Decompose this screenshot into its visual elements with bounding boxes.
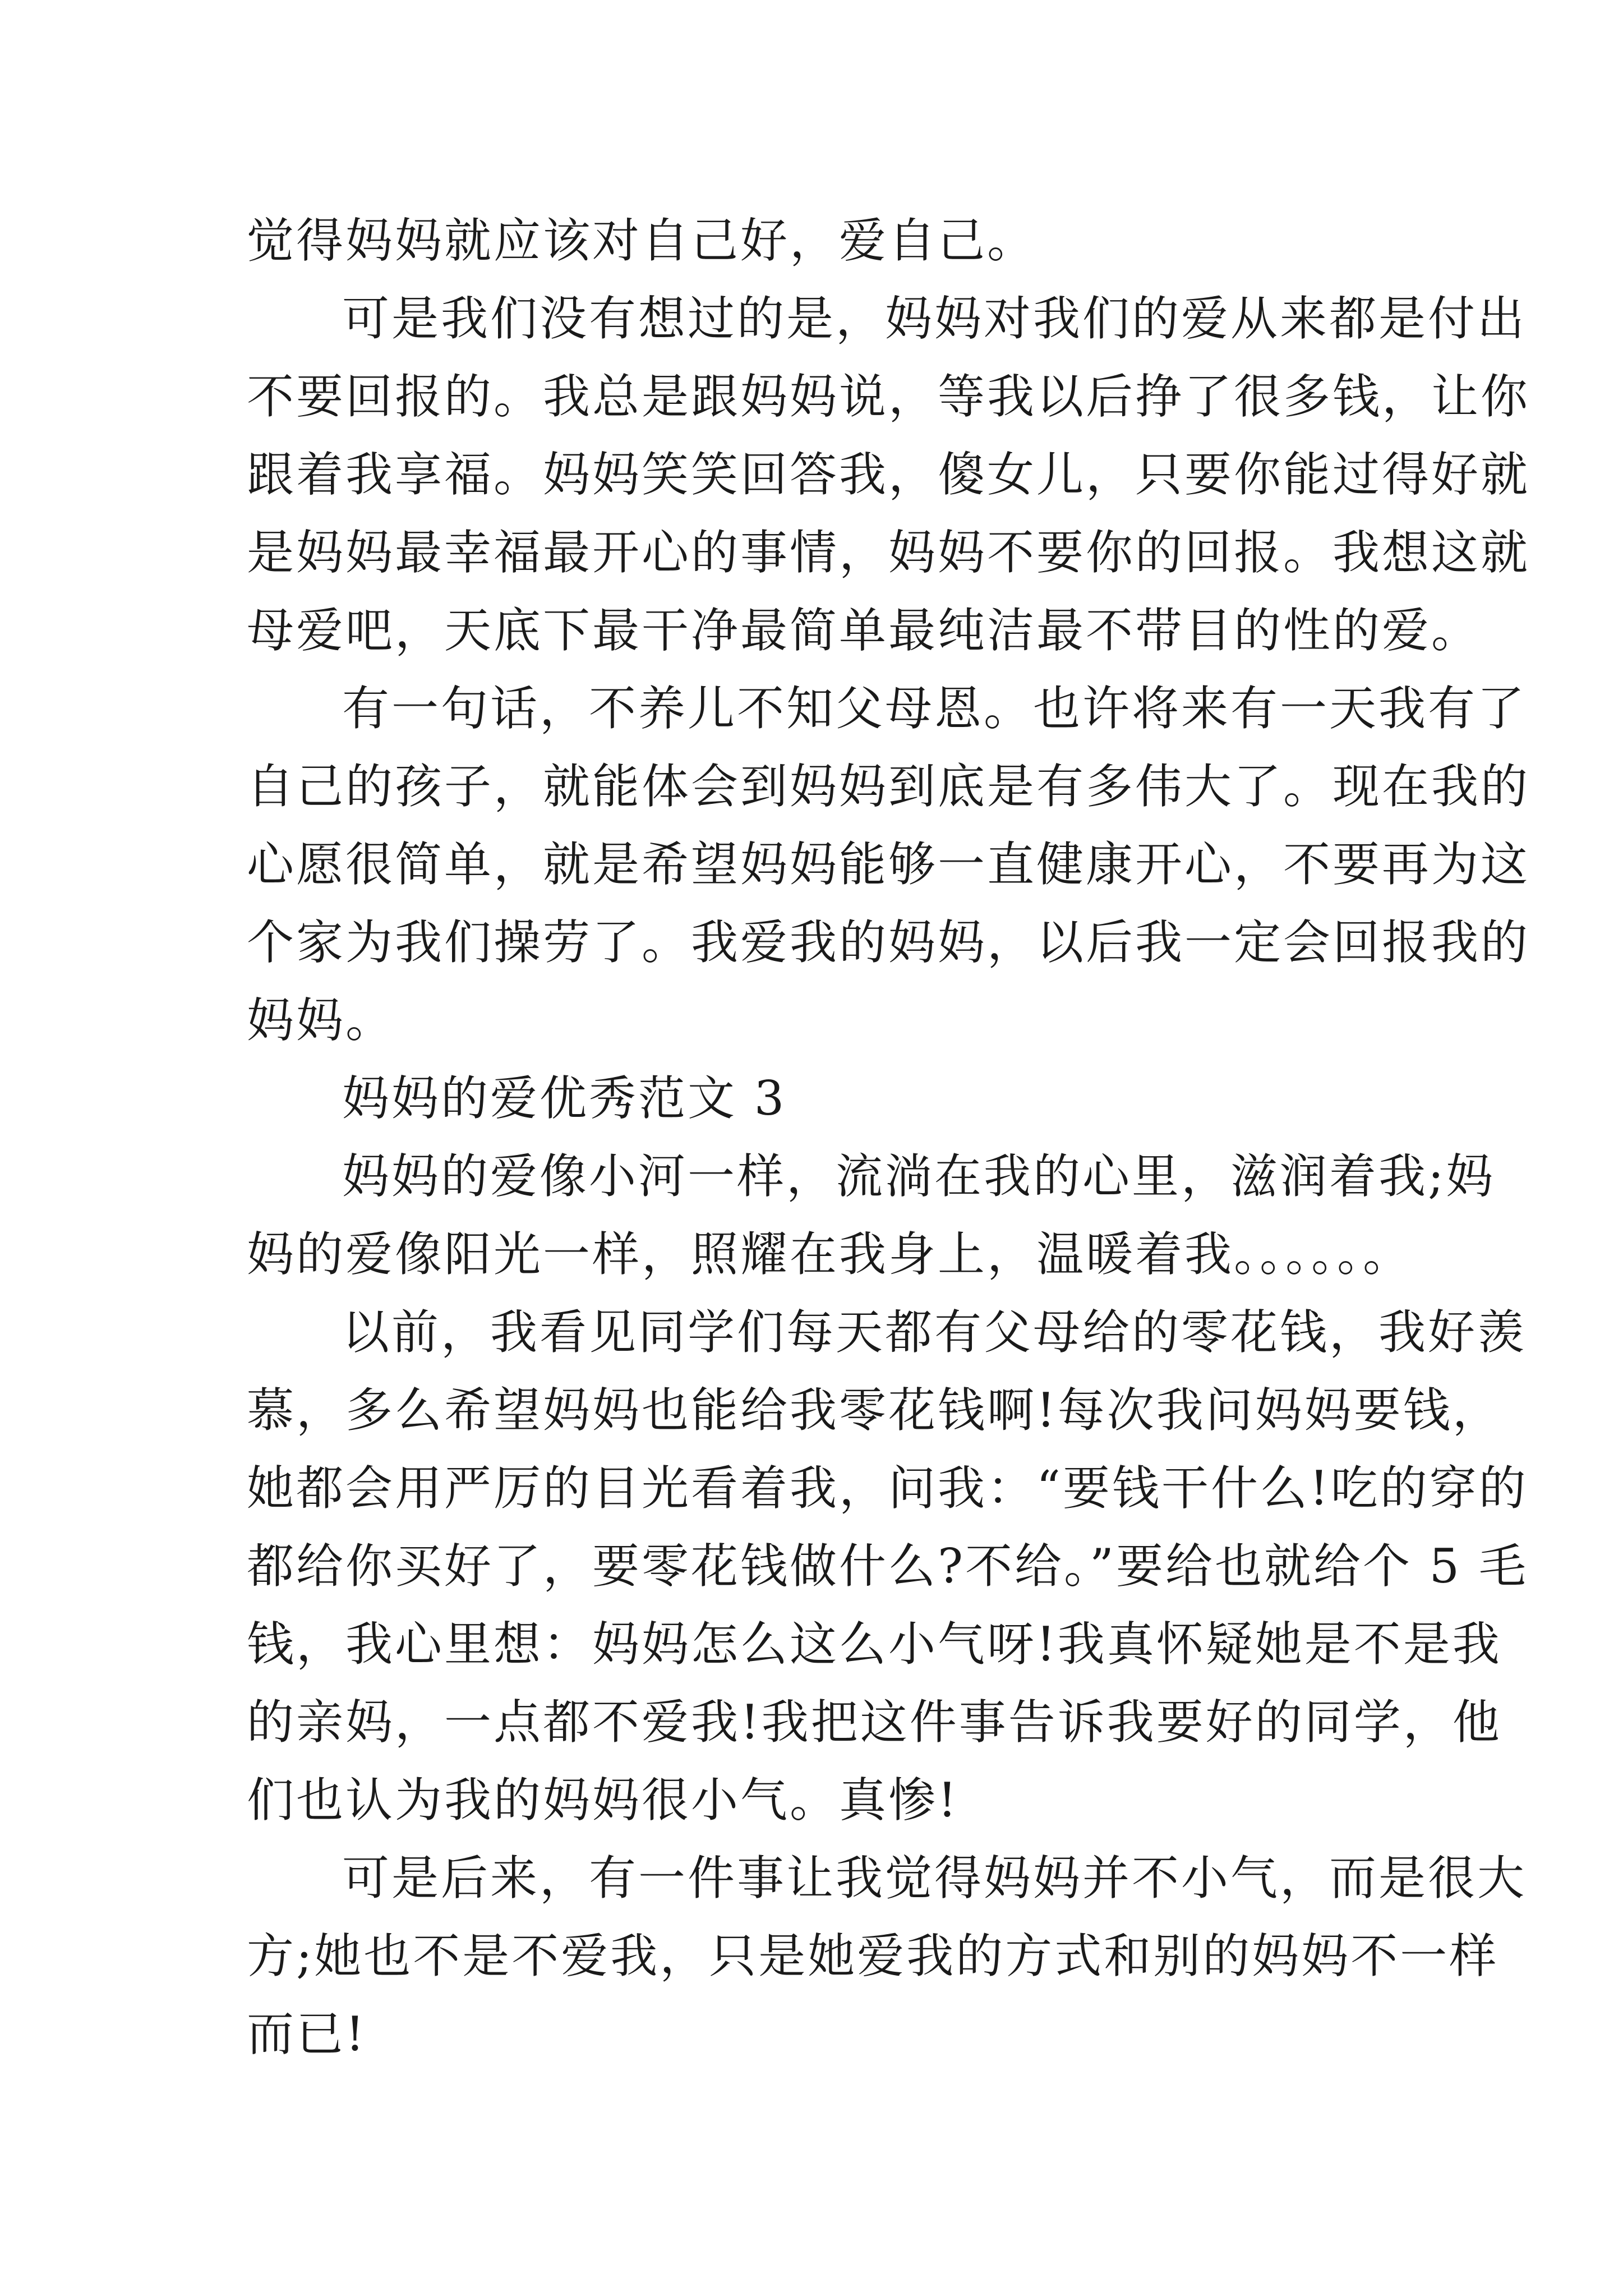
document-body — [247, 202, 1530, 2073]
text-line: 不要回报的。我总是跟妈妈说，等我以后挣了很多钱，让你 — [247, 369, 1530, 424]
text-line: 方;她也不是不爱我，只是她爱我的方式和别的妈妈不一样 — [247, 1929, 1499, 1984]
text-line: 都给你买好了，要零花钱做什么?不给。”要给也就给个 5 毛 — [247, 1539, 1528, 1594]
text-line: 妈妈的爱像小河一样，流淌在我的心里，滋润着我;妈 — [342, 1149, 1496, 1204]
text-line: 可是我们没有想过的是，妈妈对我们的爱从来都是付出 — [342, 291, 1527, 346]
text-line: 觉得妈妈就应该对自己好，爱自己。 — [247, 213, 1037, 268]
text-line: 个家为我们操劳了。我爱我的妈妈，以后我一定会回报我的 — [247, 915, 1530, 970]
text-line: 她都会用严厉的目光看着我，问我：“要钱干什么!吃的穿的 — [247, 1461, 1528, 1516]
text-line: 以前，我看见同学们每天都有父母给的零花钱，我好羡 — [342, 1305, 1527, 1360]
text-line: 自己的孩子，就能体会到妈妈到底是有多伟大了。现在我的 — [247, 759, 1530, 814]
text-line: 慕，多么希望妈妈也能给我零花钱啊!每次我问妈妈要钱， — [247, 1383, 1502, 1438]
text-line: 妈的爱像阳光一样，照耀在我身上，温暖着我。。。。。。 — [247, 1227, 1413, 1282]
text-line: 是妈妈最幸福最开心的事情，妈妈不要你的回报。我想这就 — [247, 525, 1530, 580]
text-line: 钱，我心里想：妈妈怎么这么小气呀!我真怀疑她是不是我 — [247, 1617, 1502, 1672]
text-line: 的亲妈，一点都不爱我!我把这件事告诉我要好的同学，他 — [247, 1695, 1502, 1750]
text-line: 妈妈。 — [247, 993, 395, 1048]
text-line: 心愿很简单，就是希望妈妈能够一直健康开心，不要再为这 — [247, 837, 1530, 892]
section-heading: 妈妈的爱优秀范文 3 — [342, 1071, 787, 1126]
text-line: 可是后来，有一件事让我觉得妈妈并不小气，而是很大 — [342, 1851, 1527, 1906]
text-line: 而已! — [247, 2007, 367, 2062]
text-line: 有一句话，不养儿不知父母恩。也许将来有一天我有了 — [342, 681, 1527, 736]
text-line: 跟着我享福。妈妈笑笑回答我，傻女儿，只要你能过得好就 — [247, 447, 1530, 502]
text-line: 母爱吧，天底下最干净最简单最纯洁最不带目的性的爱。 — [247, 603, 1481, 658]
text-line: 们也认为我的妈妈很小气。真惨! — [247, 1773, 959, 1828]
